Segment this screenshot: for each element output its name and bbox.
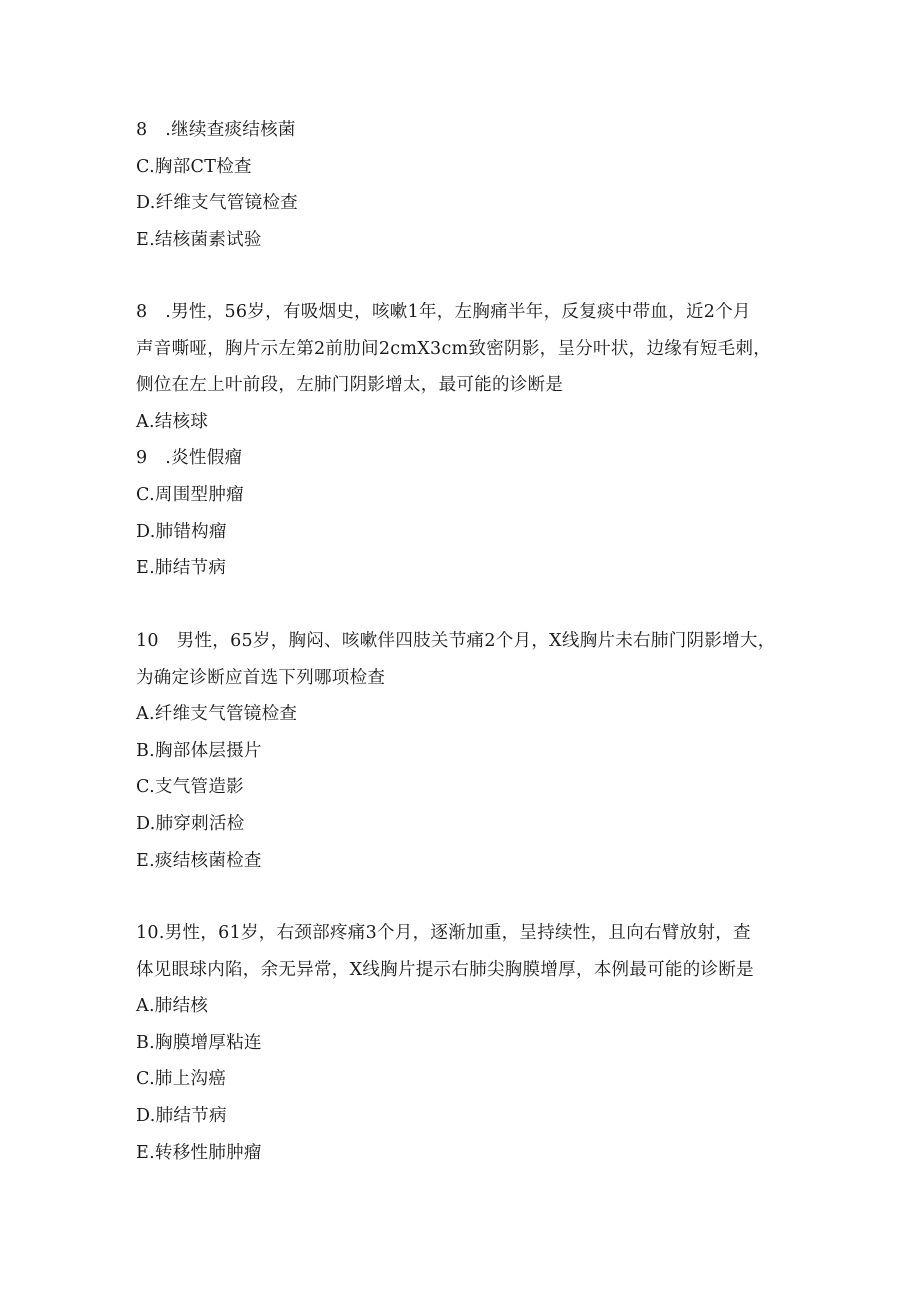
question-stem-line: 10 男性，65岁，胸闷、咳嗽伴四肢关节痛2个月，X线胸片未右肺门阴影增大， xyxy=(136,631,776,651)
question-stem-line: 10.男性，61岁，右颈部疼痛3个月，逐渐加重，呈持续性，且向右臂放射，查 xyxy=(136,923,751,943)
question-stem-line: 侧位在左上叶前段，左肺门阴影增太，最可能的诊断是 xyxy=(136,375,564,396)
option-line: A.肺结核 xyxy=(136,996,209,1017)
question-stem-line: 为确定诊断应首选下列哪项检查 xyxy=(136,667,386,688)
option-line: B.胸部体层摄片 xyxy=(136,740,262,761)
question-stem-line: 声音嘶哑，胸片示左第2前肋间2cmX3cm致密阴影，呈分叶状，边缘有短毛刺， xyxy=(136,338,772,359)
question-block-4 xyxy=(136,915,796,1171)
option-line: E.转移性肺肿瘤 xyxy=(136,1142,262,1163)
option-line: C.胸部CT检查 xyxy=(136,156,252,177)
option-line: 9 .炎性假瘤 xyxy=(136,448,243,469)
option-line: A.纤维支气管镜检查 xyxy=(136,704,298,725)
option-line: D.肺结节病 xyxy=(136,1105,227,1126)
option-line: E.结核菌素试验 xyxy=(136,229,262,250)
option-line: C.周围型肿瘤 xyxy=(136,484,244,505)
option-line: E.痰结核菌检查 xyxy=(136,850,262,871)
question-block-2 xyxy=(136,294,796,587)
question-stem-line: 体见眼球内陷，余无异常，X线胸片提示右肺尖胸膜增厚，本例最可能的诊断是 xyxy=(136,959,754,980)
option-line: C.肺上沟癌 xyxy=(136,1069,227,1090)
option-line: B.胸膜增厚粘连 xyxy=(136,1032,262,1053)
option-line: E.肺结节病 xyxy=(136,558,227,579)
question-block-1 xyxy=(136,112,796,258)
option-line: C.支气管造影 xyxy=(136,777,244,798)
option-line: D.肺错构瘤 xyxy=(136,521,227,542)
question-block-3 xyxy=(136,623,796,879)
option-line: A.结核球 xyxy=(136,411,209,432)
option-line: D.纤维支气管镜检查 xyxy=(136,193,298,214)
option-line: D.肺穿刺活检 xyxy=(136,813,245,834)
option-line: 8 .继续查痰结核菌 xyxy=(136,120,296,140)
question-stem-line: 8 .男性，56岁，有吸烟史，咳嗽1年，左胸痛半年，反复痰中带血，近2个月 xyxy=(136,302,751,322)
